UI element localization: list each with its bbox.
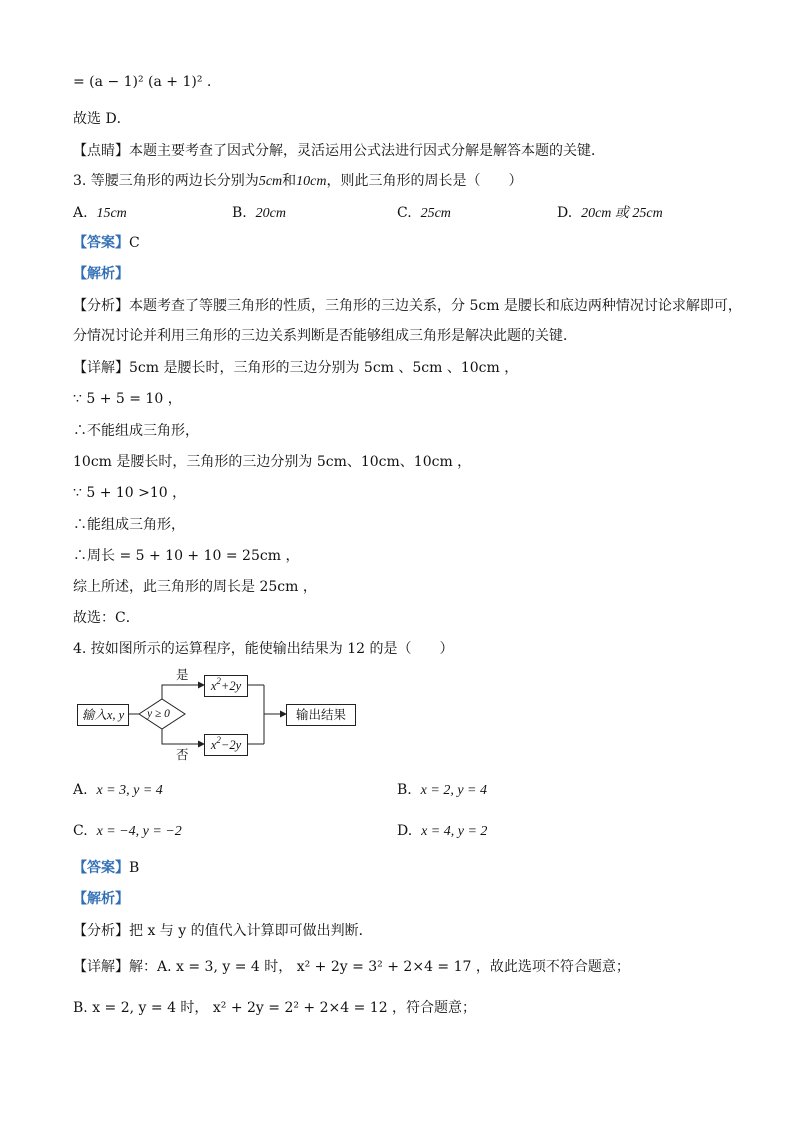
expr-no-base: x — [210, 738, 217, 752]
q4-detail-a — [73, 957, 630, 977]
q3-detail-7: ∴周长 = 5 + 10 + 10 = 25cm ， — [73, 548, 300, 564]
expr-yes-rest: +2y — [220, 679, 242, 693]
option-text: x = 2, y = 4 — [420, 783, 487, 798]
expr-no-box: $x^2-2y$ — [204, 734, 248, 756]
q4-option-d — [397, 821, 487, 842]
q3-analysis-tag: 【解析】 — [73, 266, 129, 282]
fenxi-text: 本题考查了等腰三角形的性质，三角形的三边关系，分 5cm 是腰长和底边两种情况讨论求解即可， — [129, 298, 742, 314]
q3-detail-2: ∵ 5 + 5 = 10 ， — [73, 391, 182, 407]
connector-no-branch — [162, 729, 204, 744]
option-letter: D. — [557, 205, 573, 221]
fenxi-tag: 【分析】 — [73, 298, 129, 314]
expr-yes-box: $x^2+2y$ — [204, 675, 248, 697]
q4-detail-b: B. x = 2, y = 4 时， x² + 2y = 2² + 2×4 = 12 ，符合题意； — [73, 1000, 477, 1016]
q4-option-b — [397, 780, 487, 801]
option-letter: B. — [232, 205, 247, 221]
answer-tag: 【答案】 — [73, 235, 129, 251]
option-letter: C. — [397, 205, 412, 221]
answer-value: C — [129, 235, 140, 251]
q4-option-a — [73, 780, 163, 801]
q3-detail-5: ∵ 5 + 10 >10 ， — [73, 485, 187, 501]
q3-stem-a: 5cm — [258, 174, 283, 189]
q3-detail-8: 综上所述，此三角形的周长是 25cm ， — [73, 579, 317, 595]
option-text: 20cm — [255, 206, 286, 221]
comment-tag: 【点睛】 — [73, 143, 129, 159]
output-box: 输出结果 — [286, 704, 356, 726]
q3-detail-3: ∴不能组成三角形， — [73, 423, 199, 439]
option-text: 15cm — [96, 206, 127, 221]
q4-stem: 4. 按如图所示的运算程序，能使输出结果为 12 的是（ ） — [73, 641, 454, 657]
option-letter: B. — [397, 782, 412, 798]
q3-detail-6: ∴能组成三角形， — [73, 517, 185, 533]
option-letter: D. — [397, 823, 413, 839]
option-letter: C. — [73, 823, 88, 839]
q3-stem-pre: 3. 等腰三角形的两边长分别为 — [73, 173, 259, 189]
answer-tag: 【答案】 — [73, 860, 129, 876]
condition-text: y ≥ 0 — [147, 708, 170, 720]
q3-detail-9: 故选：C． — [73, 610, 140, 626]
factorization-result: = (a − 1)² (a + 1)² . — [73, 74, 212, 90]
q3-detail-4: 10cm 是腰长时，三角形的三边分别为 5cm、10cm、10cm ， — [73, 454, 472, 470]
input-box — [77, 704, 129, 726]
q4-answer — [73, 858, 139, 878]
choice-line: 故选 D． — [73, 111, 131, 127]
option-text: x = −4, y = −2 — [96, 824, 182, 839]
connector-yes-branch — [162, 685, 204, 699]
q4-analysis-tag: 【解析】 — [73, 891, 129, 907]
yes-label: 是 — [176, 667, 189, 682]
option-letter: A. — [73, 782, 88, 798]
option-text: x = 4, y = 2 — [421, 824, 488, 839]
q3-fenxi-2: 分情况讨论并利用三角形的三边关系判断是否能够组成三角形是解决此题的关键． — [73, 328, 577, 344]
input-text: 输入x, y — [81, 708, 125, 722]
detail-text: 5cm 是腰长时，三角形的三边分别为 5cm 、5cm 、10cm ， — [129, 360, 519, 376]
answer-value: B — [129, 860, 140, 876]
no-label: 否 — [176, 747, 189, 762]
detail-tag: 【详解】 — [73, 959, 129, 975]
q3-stem-b: 10cm — [296, 174, 327, 189]
detail-tag: 【详解】 — [73, 360, 129, 376]
q4-option-c — [73, 821, 182, 842]
fenxi-text: 把 x 与 y 的值代入计算即可做出判断． — [129, 923, 373, 939]
option-text: 25cm — [420, 206, 451, 221]
expr-no-rest: −2y — [220, 738, 242, 752]
option-text: x = 3, y = 4 — [96, 783, 163, 798]
expr-yes-base: x — [210, 679, 217, 693]
q4-fenxi — [73, 921, 373, 941]
fenxi-tag: 【分析】 — [73, 923, 129, 939]
option-text: 20cm 或 25cm — [581, 206, 663, 221]
comment-text: 本题主要考查了因式分解，灵活运用公式法进行因式分解是解答本题的关键． — [129, 143, 605, 159]
detail-text: 解：A. x = 3, y = 4 时， x² + 2y = 3² + 2×4 = 17 ，故此选项不符合题意； — [129, 959, 630, 975]
q3-stem-mid: 和 — [282, 173, 297, 189]
option-letter: A. — [73, 205, 88, 221]
q3-stem-post: ，则此三角形的周长是（ ） — [326, 173, 523, 189]
